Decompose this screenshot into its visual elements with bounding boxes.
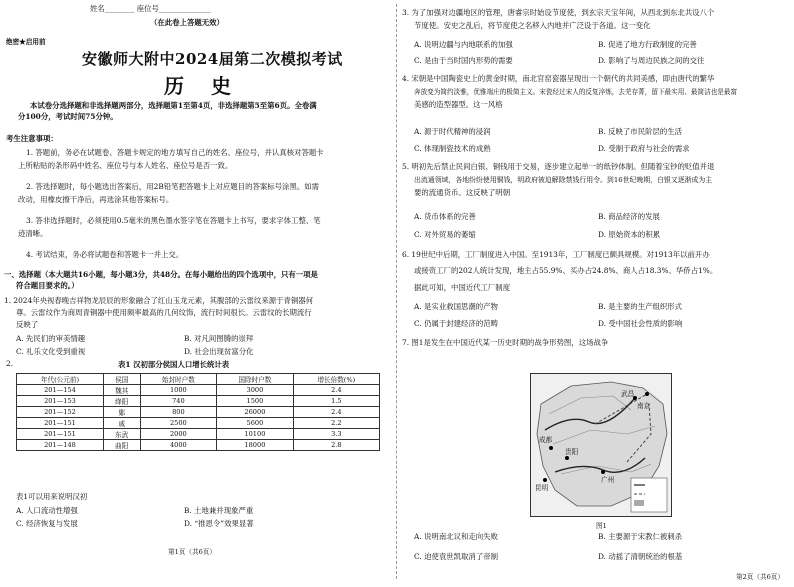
q1-option-a: A. 先民们的审美情趣 <box>16 334 86 343</box>
q2-option-a: A. 人口流动性增强 <box>16 506 78 515</box>
q7-stem: 7. 图1是发生在中国近代某一历史时期的战争形势图，这场战争 <box>402 338 609 347</box>
table-row <box>17 440 380 451</box>
q5-option-d: D. 原始资本的积累 <box>598 230 661 239</box>
q2-option-d: D. “推恩令”效果显著 <box>184 519 254 528</box>
table-cell: 东武 <box>103 429 140 440</box>
q2-option-b: B. 土地兼并现象严重 <box>184 506 254 515</box>
subject-title: 历 史 <box>164 74 241 98</box>
q1-option-b: B. 对凡间图腾的崇拜 <box>184 334 254 343</box>
notes-heading: 考生注意事项： <box>6 134 58 143</box>
page-footer: 第2页（共6页） <box>736 573 784 581</box>
map-graphic <box>531 374 671 516</box>
map-label: 广州 <box>601 476 615 484</box>
q1-stem: 反映了 <box>16 320 39 329</box>
table-cell: 3000 <box>217 385 294 396</box>
table-row <box>17 407 380 418</box>
table-cell: 201—152 <box>17 407 104 418</box>
q6-option-a: A. 是实业救国思潮的产物 <box>414 302 498 311</box>
table-cell: 201—151 <box>17 418 104 429</box>
population-table <box>16 373 380 451</box>
q3-option-a: A. 说明边疆与内地联系的加强 <box>414 40 513 49</box>
table-cell: 4000 <box>140 440 217 451</box>
table-cell: 201—148 <box>17 440 104 451</box>
note-line: 4. 考试结束，务必将试题卷和答题卡一并上交。 <box>26 250 184 259</box>
section1-heading-cont: 符合题目要求的。） <box>16 281 79 290</box>
q6-option-c: C. 仍属于封建经济的范畴 <box>414 319 498 328</box>
table-header: 增长倍数(%) <box>293 374 379 385</box>
table-cell: 曲阳 <box>103 440 140 451</box>
intro-line-2: 分100分，考试时间75分钟。 <box>18 112 118 121</box>
q2-table-caption: 表1 汉初部分侯国人口增长统计表 <box>118 360 230 369</box>
q4-stem: 奔放变为简约淡雅，优雅端庄的极简主义。宋瓷经过宋人的反复淬炼，去芜存菁，留下最实用、最简洁也是最富 <box>414 88 738 96</box>
q5-stem: 5. 明初先后禁止民间白银、铜钱用于交易，逐步建立起单一的纸钞体制。但随着宝钞的贬值并退 <box>402 162 715 171</box>
table-row <box>17 418 380 429</box>
table-cell: 1.5 <box>293 396 379 407</box>
q3-stem: 3. 为了加强对边疆地区的管理，唐睿宗时始设节度使，到玄宗天宝年间，从西北到东北共设八个 <box>402 8 715 17</box>
q5-stem: 要的流通货币。这反映了明朝 <box>414 188 511 197</box>
section1-heading: 一、选择题（本大题共16小题，每小题3分，共48分。在每小题给出的四个选项中，只有一项是 <box>4 270 318 279</box>
note-line: 改动，用橡皮擦干净后，再选涂其他答案标号。 <box>18 195 174 204</box>
table-cell: 2.8 <box>293 440 379 451</box>
q2-stem: 表1可以用来说明汉初 <box>16 492 88 501</box>
note-line: 3. 答非选择题时，必须使用0.5毫米的黑色墨水签字笔在答题卡上书写，要求字体工整、笔 <box>26 216 321 225</box>
table-row <box>17 385 380 396</box>
map-label: 武昌 <box>621 390 635 398</box>
table-cell: 5600 <box>217 418 294 429</box>
q2-number: 2. <box>6 359 14 368</box>
invalid-note: （在此卷上答题无效） <box>150 18 224 27</box>
war-map-figure <box>530 373 672 517</box>
exam-page-2 <box>400 0 794 587</box>
table-cell: 740 <box>140 396 217 407</box>
table-cell: 3.3 <box>293 429 379 440</box>
table-header-row <box>17 374 380 385</box>
q3-option-c: C. 是由于当时国内形势的需要 <box>414 56 513 65</box>
q7-option-c: C. 迫使袁世凯取消了帝制 <box>414 552 498 561</box>
map-label: 南京 <box>637 402 651 410</box>
exam-title: 安徽师大附中2024届第二次模拟考试 <box>82 50 343 68</box>
table-cell: 鄚 <box>103 407 140 418</box>
q6-stem: 或接资工厂的202人统计发现，地主占55.9%、买办占24.8%、商人占18.3%、华侨占1%。 <box>414 266 718 275</box>
table-header: 侯国 <box>103 374 140 385</box>
table-header: 始封时户数 <box>140 374 217 385</box>
table-row <box>17 429 380 440</box>
table-cell: 201—151 <box>17 429 104 440</box>
q6-option-d: D. 受中国社会性质的影响 <box>598 319 683 328</box>
q5-option-a: A. 货币体系的完善 <box>414 212 476 221</box>
q7-option-d: D. 动摇了清朝统治的根基 <box>598 552 683 561</box>
map-label: 成都 <box>539 436 553 444</box>
q6-stem: 6. 19世纪中后期，工厂制度进入中国。至1913年，工厂制度已颇具规模。对1913年以前开办 <box>402 250 710 259</box>
q4-option-d: D. 受制于政府与社会的需求 <box>598 144 690 153</box>
q4-option-a: A. 源于时代精神的浸润 <box>414 127 491 136</box>
page-footer: 第1页（共6页） <box>168 548 216 556</box>
table-cell: 2.2 <box>293 418 379 429</box>
q6-stem: 据此可知，中国近代工厂制度 <box>414 283 511 292</box>
table-header: 国除时户数 <box>217 374 294 385</box>
name-seat-line: 姓名________ 座位号______________ <box>90 4 211 13</box>
table-cell: 10100 <box>217 429 294 440</box>
table-cell: 戚 <box>103 418 140 429</box>
q5-option-b: B. 商品经济的发展 <box>598 212 660 221</box>
map-label: 贵阳 <box>565 448 579 456</box>
q5-stem: 出流通领域，各地纷纷使用铜钱，明政府被迫解除禁钱行用令。到16世纪晚期，白银又逐渐成为主 <box>414 176 713 184</box>
intro-line-1: 本试卷分选择题和非选择题两部分，选择题第1至第4页，非选择题第5至第6页。全卷满 <box>30 101 317 110</box>
q2-option-c: C. 经济恢复与发展 <box>16 519 78 528</box>
map-label: 昆明 <box>535 484 549 492</box>
note-line: 1. 答题前，务必在试题卷、答题卡规定的地方填写自己的姓名、座位号，并认真核对答题卡 <box>26 148 324 157</box>
q1-stem: 尊。云雷纹作为商周青铜器中使用频率最高的几何纹饰，流行时间很长。云雷纹的长期流行 <box>16 308 312 317</box>
table-cell: 2000 <box>140 429 217 440</box>
table-header: 年代(公元前) <box>17 374 104 385</box>
q3-stem: 节度使。安史之乱后，将节度使之名移入内地并广泛设于各道。这一变化 <box>414 21 651 30</box>
table-row <box>17 396 380 407</box>
note-line: 上所粘贴的条形码中姓名、座位号与本人姓名、座位号是否一致。 <box>18 161 233 170</box>
q1-option-d: D. 社会出现贫富分化 <box>184 347 254 356</box>
q1-option-c: C. 礼乐文化受到重视 <box>16 347 86 356</box>
table-cell: 2.4 <box>293 385 379 396</box>
table-cell: 1500 <box>217 396 294 407</box>
q4-option-b: B. 反映了市民阶层的生活 <box>598 127 683 136</box>
q4-stem: 4. 宋朝是中国陶瓷史上的黄金时期，南北官窑瓷器呈现出一个朝代的共同美感，即由唐代的繁华 <box>402 74 715 83</box>
table-cell: 1000 <box>140 385 217 396</box>
table-cell: 2500 <box>140 418 217 429</box>
figure-label: 图1 <box>596 522 607 530</box>
table-cell: 魏其 <box>103 385 140 396</box>
note-line: 2. 答选择题时，每小题选出答案后，用2B铅笔把答题卡上对应题目的答案标号涂黑。如需 <box>26 182 319 191</box>
exam-page-1 <box>0 0 395 587</box>
q3-option-d: D. 影响了与周边民族之间的交往 <box>598 56 705 65</box>
table-cell: 201—154 <box>17 385 104 396</box>
page-divider <box>396 4 397 579</box>
q4-stem: 美感的造型器型。这一风格 <box>414 100 503 109</box>
q3-option-b: B. 促进了地方行政制度的完善 <box>598 40 697 49</box>
table-cell: 26000 <box>217 407 294 418</box>
note-line: 迹清晰。 <box>18 229 48 238</box>
q4-option-c: C. 体现制瓷技术的成熟 <box>414 144 491 153</box>
table-cell: 绛阳 <box>103 396 140 407</box>
table-cell: 18000 <box>217 440 294 451</box>
secret-mark: 绝密★启用前 <box>6 38 46 46</box>
q5-option-c: C. 对外贸易的萎缩 <box>414 230 476 239</box>
q7-option-b: B. 主要源于宋教仁被刺杀 <box>598 532 683 541</box>
q6-option-b: B. 是主要的生产组织形式 <box>598 302 683 311</box>
table-cell: 2.4 <box>293 407 379 418</box>
q7-option-a: A. 说明南北议和走向失败 <box>414 532 498 541</box>
table-cell: 800 <box>140 407 217 418</box>
table-cell: 201—153 <box>17 396 104 407</box>
q1-stem: 1. 2024年央视春晚吉祥物龙辰辰的形象融合了红山玉龙元素，其腹部的云雷纹来源于青铜器何 <box>4 296 314 305</box>
